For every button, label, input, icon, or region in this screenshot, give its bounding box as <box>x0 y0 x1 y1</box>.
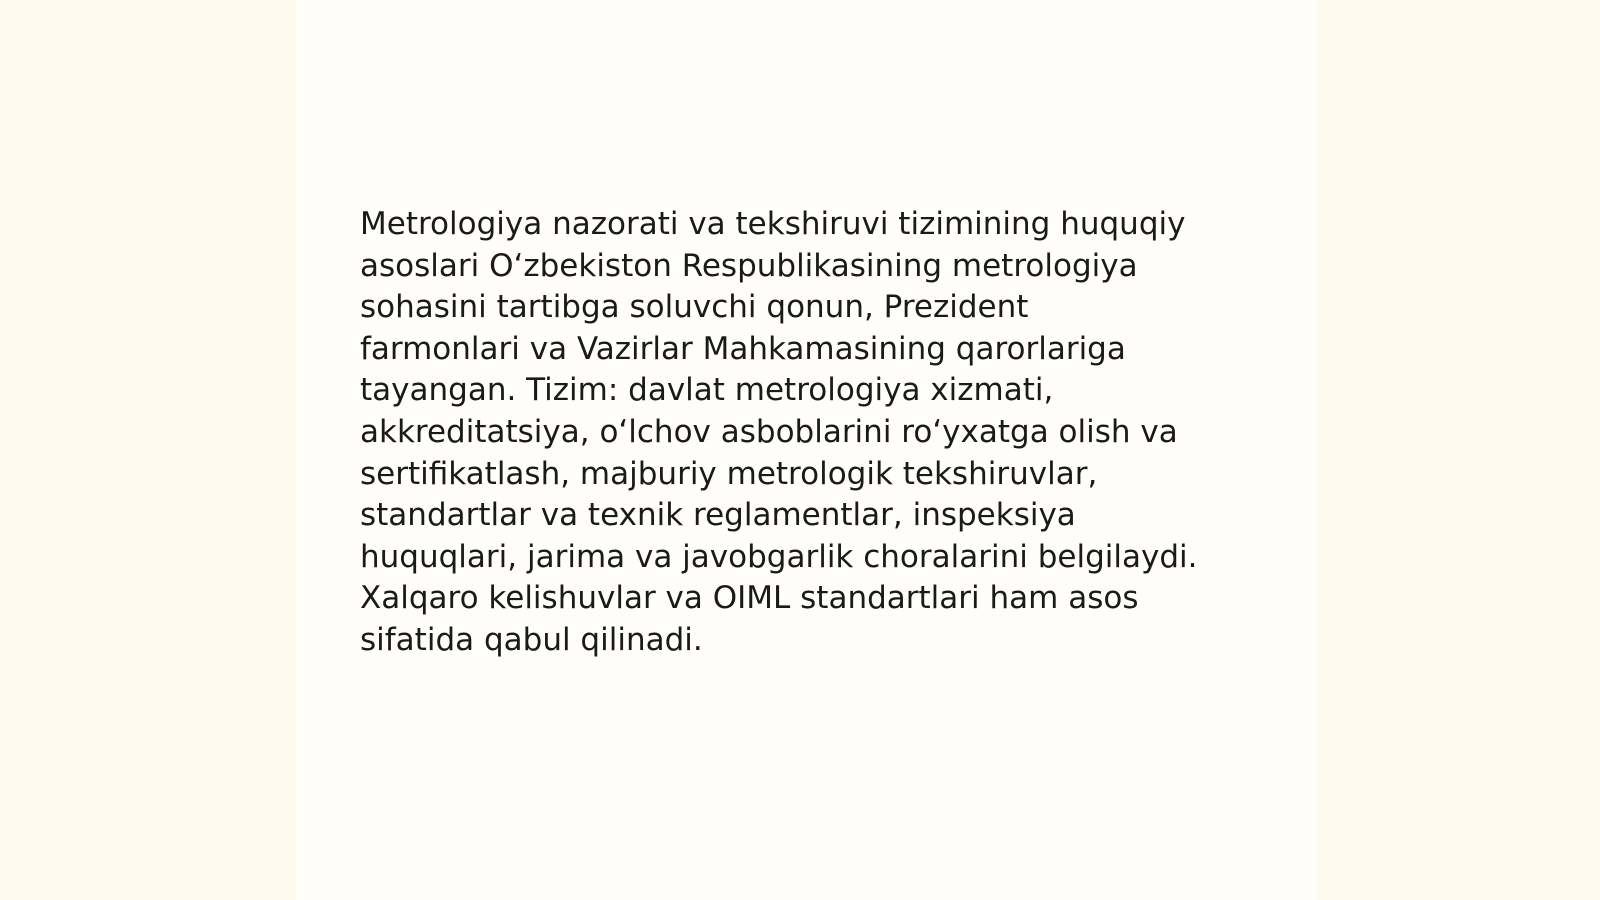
body-paragraph <box>360 204 1260 662</box>
paragraph-line: Xalqaro kelishuvlar va OIML standartlari ham asos <box>360 580 1139 617</box>
paragraph-line: farmonlari va Vazirlar Mahkamasining qarorlariga <box>360 330 1126 367</box>
paragraph-line: sifatida qabul qilinadi. <box>360 621 703 658</box>
paragraph-line: Metrologiya nazorati va tekshiruvi tizimining huquqiy <box>360 206 1186 242</box>
paragraph-line: huquqlari, jarima va javobgarlik choralarini belgilaydi. <box>360 538 1198 575</box>
paragraph-line: asoslari O‘zbekiston Respublikasining metrologiya <box>360 247 1138 284</box>
document-page <box>296 0 1318 900</box>
paragraph-line: tayangan. Tizim: davlat metrologiya xizmati, <box>360 372 1054 409</box>
paragraph-line: sertifikatlash, majburiy metrologik tekshiruvlar, <box>360 455 1098 492</box>
paragraph-line: standartlar va texnik reglamentlar, inspeksiya <box>360 497 1076 534</box>
paragraph-line: akkreditatsiya, o‘lchov asboblarini ro‘yxatga olish va <box>360 413 1178 450</box>
paragraph-line: sohasini tartibga soluvchi qonun, Prezident <box>360 289 1029 326</box>
